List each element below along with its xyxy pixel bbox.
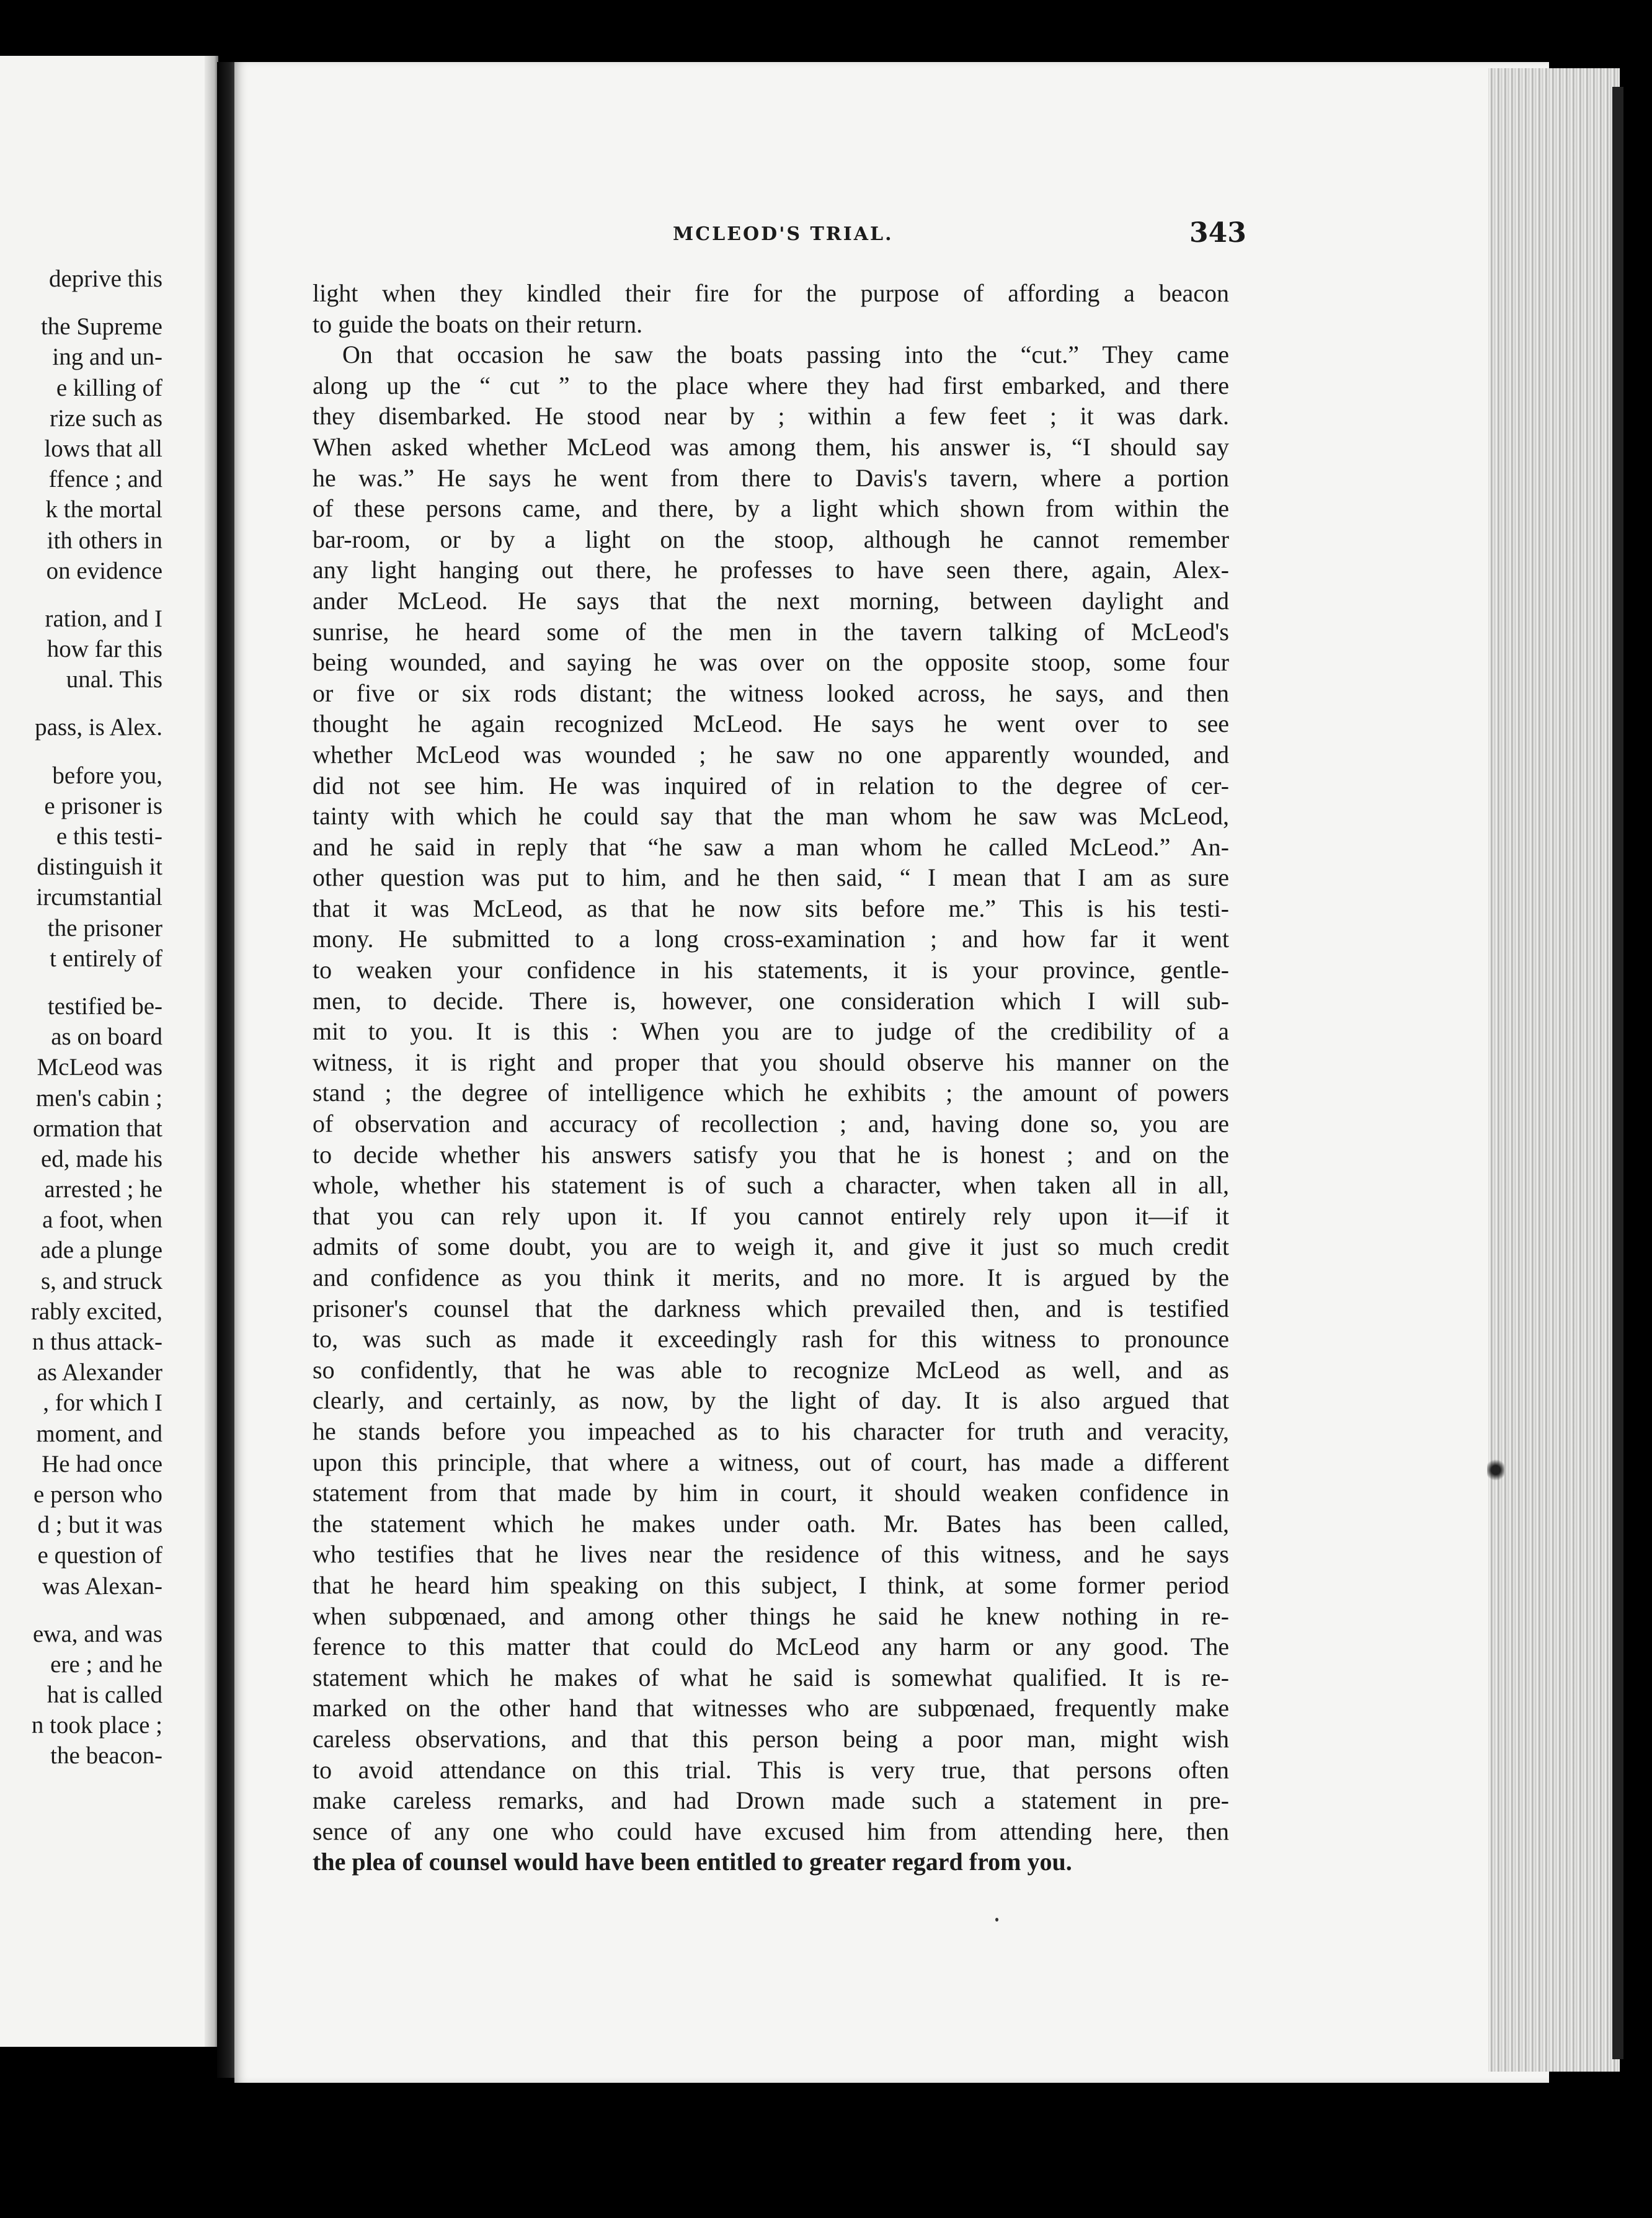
left-page-line: k the mortal [45, 496, 162, 523]
text-line: to, was such as made it exceedingly rash for this witness to pronounce [313, 1325, 1229, 1353]
text-line: and confidence as you think it merits, and no more. It is argued by the [313, 1263, 1229, 1291]
text-line: the statement which he makes under oath. Mr. Bates has been called, [313, 1509, 1229, 1538]
left-page-line: distinguish it [37, 853, 162, 881]
left-page-line: how far this [47, 636, 162, 663]
left-page-line: e this testi- [56, 823, 162, 850]
text-line: to guide the boats on their return. [313, 310, 643, 338]
text-line: light when they kindled their fire for the purpose of affording a beacon [313, 279, 1229, 307]
text-line: make careless remarks, and had Drown made such a statement in pre- [313, 1786, 1229, 1815]
left-page-line: before you, [52, 762, 162, 789]
text-line: they disembarked. He stood near by ; within a few feet ; it was dark. [313, 402, 1229, 430]
text-line: thought he again recognized McLeod. He says he went over to see [313, 710, 1229, 738]
text-line: whole, whether his statement is of such a character, when taken all in all, [313, 1171, 1229, 1200]
text-line: being wounded, and saying he was over on the opposite stoop, some four [313, 648, 1229, 677]
left-page-line: on evidence [46, 557, 162, 584]
text-line: other question was put to him, and he then said, “ I mean that I am as sure [313, 863, 1229, 892]
text-line: that it was McLeod, as that he now sits before me.” This is his testi- [313, 894, 1229, 922]
left-page-line: a foot, when [42, 1206, 162, 1234]
left-page-line [0, 586, 162, 603]
left-page-line: ration, and I [45, 605, 162, 632]
left-page-line: rize such as [50, 404, 162, 432]
text-line: admits of some doubt, you are to weigh it, and give it just so much credit [313, 1232, 1229, 1261]
left-page-line: arrested ; he [44, 1176, 162, 1203]
left-page-line: unal. This [66, 666, 162, 693]
text-line: witness, it is right and proper that you should observe his manner on the [313, 1048, 1229, 1076]
text-line: sence of any one who could have excused him from attending here, then [313, 1817, 1229, 1845]
text-line: stand ; the degree of intelligence which he exhibits ; the amount of powers [313, 1079, 1229, 1107]
left-page-line: d ; but it was [37, 1512, 162, 1539]
left-page-line: n took place ; [31, 1712, 162, 1739]
text-line: ference to this matter that could do McLeod any harm or any good. The [313, 1632, 1229, 1661]
text-line: who testifies that he lives near the residence of this witness, and he says [313, 1540, 1229, 1569]
left-page-line: the beacon- [50, 1742, 162, 1770]
text-line: When asked whether McLeod was among them, his answer is, “I should say [313, 432, 1229, 461]
text-line: to weaken your confidence in his statements, it is your province, gentle- [313, 956, 1229, 984]
text-line: bar-room, or by a light on the stoop, although he cannot remember [313, 525, 1229, 553]
left-page-line [0, 743, 162, 760]
text-line: and he said in reply that “he saw a man whom he called McLeod.” An- [313, 832, 1229, 861]
text-line: On that occasion he saw the boats passing into the “cut.” They came [342, 341, 1229, 369]
body-text [313, 278, 1229, 1877]
text-line: he stands before you impeached as to his character for truth and veracity, [313, 1417, 1229, 1445]
left-page-line [0, 695, 162, 712]
left-page-line: pass, is Alex. [35, 714, 162, 741]
left-page-line: lows that all [44, 435, 162, 462]
text-line: of these persons came, and there, by a light which shown from within the [313, 494, 1229, 523]
text-line: clearly, and certainly, as now, by the light of day. It is also argued that [313, 1386, 1229, 1415]
left-page-gutter [205, 56, 218, 2047]
left-page-line: the prisoner [47, 914, 162, 942]
left-page-line: ere ; and he [50, 1650, 162, 1678]
left-page-line: e question of [37, 1542, 162, 1569]
text-line: whether McLeod was wounded ; he saw no one apparently wounded, and [313, 740, 1229, 768]
running-head: MCLEOD'S TRIAL. [673, 223, 894, 245]
text-line: he was.” He says he went from there to Davis's tavern, where a portion [313, 463, 1229, 492]
previous-page-fragment [0, 56, 218, 2047]
ink-speck [995, 1918, 998, 1922]
text-line: mit to you. It is this : When you are to judge of the credibility of a [313, 1017, 1229, 1046]
left-page-line: was Alexan- [42, 1572, 162, 1600]
left-page-line: ormation that [32, 1115, 162, 1142]
left-page-line: as Alexander [37, 1359, 162, 1386]
left-page-line: , for which I [43, 1389, 162, 1417]
text-line: prisoner's counsel that the darkness which prevailed then, and is testified [313, 1294, 1229, 1322]
left-page-line: n thus attack- [32, 1329, 162, 1355]
left-page-line: deprive this [48, 265, 162, 292]
text-line: sunrise, he heard some of the men in the tavern talking of McLeod's [313, 617, 1229, 646]
left-page-line: the Supreme [40, 313, 162, 341]
text-line: along up the “ cut ” to the place where they had first embarked, and there [313, 371, 1229, 399]
left-page-line: ade a plunge [40, 1237, 162, 1264]
left-page-line [0, 1601, 162, 1619]
text-line: to decide whether his answers satisfy you that he is honest ; and on the [313, 1140, 1229, 1169]
text-line: statement which he makes of what he said is somewhat qualified. It is re- [313, 1663, 1229, 1691]
left-page-line [0, 974, 162, 991]
left-page-line: ing and un- [52, 344, 162, 371]
text-line: any light hanging out there, he professes to have seen there, again, Alex- [313, 556, 1229, 584]
left-page-line: ircumstantial [36, 884, 162, 911]
left-page-line: e person who [33, 1481, 162, 1508]
previous-page-text [0, 264, 162, 1771]
left-page-line: e killing of [56, 374, 162, 401]
book-edge-shadow [1612, 87, 1623, 2059]
left-page-line: ed, made his [40, 1145, 162, 1172]
left-page-line: moment, and [36, 1420, 162, 1447]
text-line: tainty with which he could say that the man whom he saw was McLeod, [313, 802, 1229, 831]
text-line: ander McLeod. He says that the next morning, between daylight and [313, 586, 1229, 615]
text-line: when subpœnaed, and among other things he said he knew nothing in re- [313, 1601, 1229, 1630]
left-page-line [0, 294, 162, 311]
text-line: to avoid attendance on this trial. This is very true, that persons often [313, 1755, 1229, 1784]
text-line: that you can rely upon it. If you cannot entirely rely upon it—if it [313, 1201, 1229, 1230]
left-page-line: McLeod was [37, 1054, 162, 1081]
text-line: so confidently, that he was able to recognize McLeod as well, and as [313, 1355, 1229, 1384]
text-line: the plea of counsel would have been entitled to greater regard from you. [313, 1848, 1072, 1876]
left-page-line: testified be- [47, 992, 162, 1020]
text-line: marked on the other hand that witnesses who are subpœnaed, frequently make [313, 1694, 1229, 1722]
text-line: mony. He submitted to a long cross-examination ; and how far it went [313, 925, 1229, 953]
left-page-line: ewa, and was [33, 1620, 162, 1647]
text-line: careless observations, and that this person being a poor man, might wish [313, 1724, 1229, 1753]
left-page-line: hat is called [47, 1681, 162, 1709]
text-line: upon this principle, that where a witness, out of court, has made a different [313, 1448, 1229, 1476]
left-page-line: e prisoner is [44, 792, 162, 819]
edge-blot [1487, 1458, 1504, 1482]
left-page-line: t entirely of [50, 945, 162, 972]
left-page-line: s, and struck [40, 1267, 162, 1294]
left-page-line: ith others in [47, 527, 162, 554]
left-page-line: as on board [51, 1023, 162, 1051]
text-line: or five or six rods distant; the witness looked across, he says, and then [313, 679, 1229, 707]
left-page-line: men's cabin ; [35, 1084, 162, 1111]
left-page-line: ffence ; and [48, 466, 162, 493]
left-page-line: rably excited, [30, 1298, 162, 1325]
left-page-line: He had once [42, 1450, 162, 1477]
page-number: 343 [1189, 217, 1246, 249]
text-line: of observation and accuracy of recollection ; and, having done so, you are [313, 1110, 1229, 1138]
text-line: men, to decide. There is, however, one consideration which I will sub- [313, 986, 1229, 1015]
page-block-edges [1488, 68, 1620, 2072]
text-line: did not see him. He was inquired of in relation to the degree of cer- [313, 771, 1229, 799]
text-line: statement from that made by him in court, it should weaken confidence in [313, 1479, 1229, 1507]
text-line: that he heard him speaking on this subject, I think, at some former period [313, 1570, 1229, 1599]
